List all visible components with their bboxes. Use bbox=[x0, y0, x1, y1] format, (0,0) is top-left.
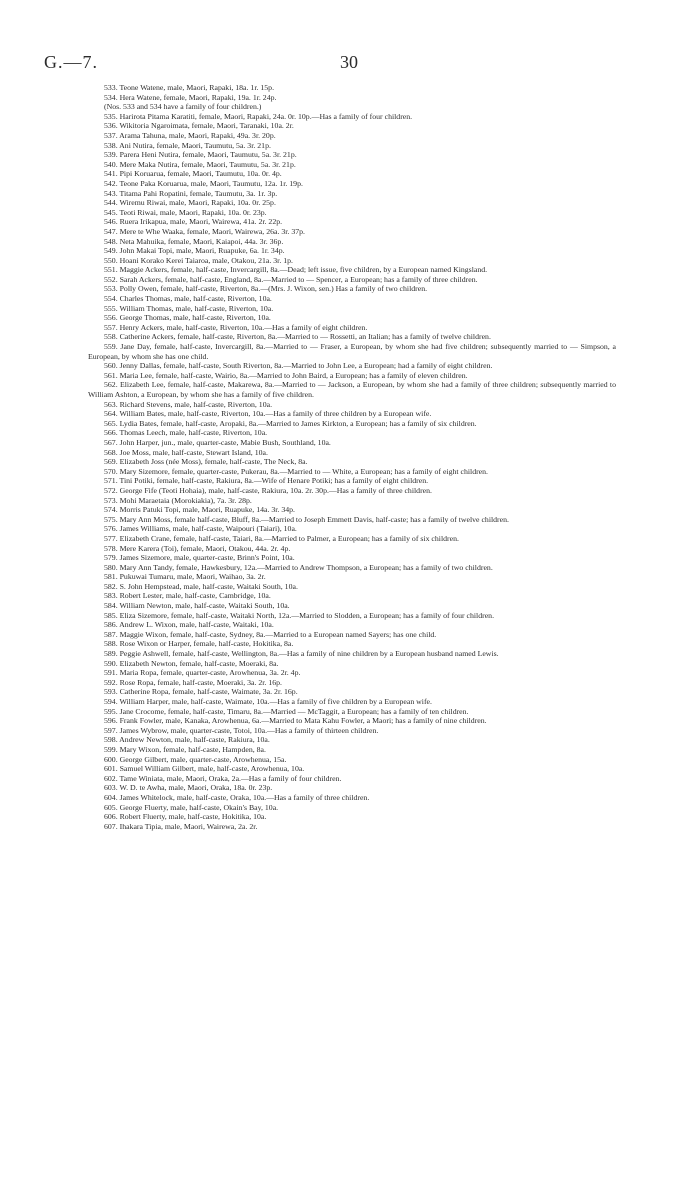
list-item: 596. Frank Fowler, male, Kanaka, Arowhenua, 6a.—Married to Mata Kahu Fowler, a Maori; has a family of nine children. bbox=[104, 716, 487, 726]
list-item: 569. Elizabeth Joss (née Moss), female, half-caste, The Neck, 8a. bbox=[104, 457, 308, 467]
entry-list bbox=[88, 83, 616, 831]
list-item: 589. Peggie Ashwell, female, half-caste, Wellington, 8a.—Has a family of nine children by a European husband named Lewis. bbox=[104, 649, 499, 659]
list-item: 556. George Thomas, male, half-caste, Riverton, 10a. bbox=[104, 313, 271, 323]
list-item: 583. Robert Lester, male, half-caste, Cambridge, 10a. bbox=[104, 591, 271, 601]
list-item: 573. Mohi Maraetaia (Morokiakia), 7a. 3r. 28p. bbox=[104, 495, 252, 505]
list-item: 545. Teoti Riwai, male, Maori, Rapaki, 10a. 0r. 23p. bbox=[104, 207, 267, 217]
list-item: 560. Jenny Dallas, female, half-caste, South Riverton, 8a.—Married to John Lee, a European; had a family of eight children. bbox=[104, 361, 493, 371]
list-item: 578. Mere Karera (Toi), female, Maori, Otakou, 44a. 2r. 4p. bbox=[104, 543, 291, 553]
document-reference: G.—7. bbox=[44, 52, 98, 72]
list-item: 577. Elizabeth Crane, female, half-caste, Taiari, 8a.—Married to Palmer, a European; has a family of six children. bbox=[104, 533, 459, 543]
list-item: 588. Rose Wixon or Harper, female, half-caste, Hokitika, 8a. bbox=[104, 639, 294, 649]
list-item: 538. Ani Nutira, female, Maori, Taumutu, 5a. 3r. 21p. bbox=[104, 140, 271, 150]
list-item: 543. Titama Pahi Ropatini, female, Taumutu, 3a. 1r. 3p. bbox=[104, 188, 278, 198]
list-item: 607. Ihakara Tipia, male, Maori, Wairewa, 2a. 2r. bbox=[104, 821, 258, 831]
list-item: 572. George Fife (Teoti Hohaia), male, half-caste, Rakiura, 10a. 2r. 30p.—Has a family of three children. bbox=[104, 485, 432, 495]
list-item: 598. Andrew Newton, male, half-caste, Rakiura, 10a. bbox=[104, 735, 270, 745]
list-item: 606. Robert Fluerty, male, half-caste, Hokitika, 10a. bbox=[104, 812, 267, 822]
list-item: 586. Andrew L. Wixon, male, half-caste, Waitaki, 10a. bbox=[104, 620, 274, 630]
list-item: 594. William Harper, male, half-caste, Waimate, 10a.—Has a family of five children by a European wife. bbox=[104, 697, 432, 706]
list-item: 571. Tini Potiki, female, half-caste, Rakiura, 8a.—Wife of Henare Potiki; has a family of eight children. bbox=[104, 476, 429, 486]
list-item: 576. James Williams, male, half-caste, Waipouri (Taiari), 10a. bbox=[104, 524, 297, 534]
list-item: 587. Maggie Wixon, female, half-caste, Sydney, 8a.—Married to a European named Sayers; has one child. bbox=[104, 629, 437, 639]
list-item: 549. John Makai Topi, male, Maori, Ruapuke, 6a. 1r. 34p. bbox=[104, 246, 285, 256]
list-item: 579. James Sizemore, male, quarter-caste, Brinn's Point, 10a. bbox=[104, 553, 295, 563]
list-item: 581. Pukuwai Tumaru, male, Maori, Waihao, 3a. 2r. bbox=[104, 572, 266, 582]
list-item: 580. Mary Ann Tandy, female, Hawkesbury, 12a.—Married to Andrew Thompson, a European; has a family of two children. bbox=[104, 562, 493, 572]
list-item: 597. James Wybrow, male, quarter-caste, Totoi, 10a.—Has a family of thirteen children. bbox=[104, 725, 379, 735]
list-item: 557. Henry Ackers, male, half-caste, Riverton, 10a.—Has a family of eight children. bbox=[104, 322, 368, 332]
list-item: 546. Ruera Irikapua, male, Maori, Wairewa, 41a. 2r. 22p. bbox=[104, 217, 283, 227]
list-item: 582. S. John Hempstead, male, half-caste, Waitaki South, 10a. bbox=[104, 581, 298, 591]
list-item: 574. Morris Patuki Topi, male, Maori, Ruapuke, 14a. 3r. 34p. bbox=[104, 505, 295, 515]
list-item: 550. Hoani Korako Kerei Taiaroa, male, Otakou, 21a. 3r. 1p. bbox=[104, 255, 293, 265]
list-item: 535. Harirota Pitama Karatiti, female, Maori, Rapaki, 24a. 0r. 10p.—Has a family of four children. bbox=[104, 111, 413, 121]
list-item: 561. Maria Lee, female, half-caste, Wairio, 8a.—Married to John Baird, a European; has a family of eleven children. bbox=[104, 370, 468, 380]
list-item: 542. Teone Paka Koruarua, male, Maori, Taumutu, 12a. 1r. 19p. bbox=[104, 178, 303, 188]
list-item: 553. Polly Owen, female, half-caste, Riverton, 8a.—(Mrs. J. Wixon, sen.) Has a family of two children. bbox=[104, 284, 428, 294]
list-item: 602. Tame Winiata, male, Maori, Oraka, 2a.—Has a family of four children. bbox=[104, 773, 342, 783]
page-number: 30 bbox=[340, 52, 358, 72]
list-item: 548. Neta Mahuika, female, Maori, Kaiapoi, 44a. 3r. 36p. bbox=[104, 236, 284, 246]
list-item: 591. Maria Ropa, female, quarter-caste, Arowhenua, 3a. 2r. 4p. bbox=[104, 668, 301, 678]
list-item: 551. Maggie Ackers, female, half-caste, Invercargill, 8a.—Dead; left issue, five children, by a European named Kingsland. bbox=[104, 265, 488, 275]
list-item: 552. Sarah Ackers, female, half-caste, England, 8a.—Married to — Spencer, a European; has a family of three children. bbox=[104, 274, 478, 284]
list-item: 570. Mary Sizemore, female, quarter-caste, Pukerau, 8a.—Married to — White, a European; has a family of eight children. bbox=[104, 466, 488, 476]
list-item: 547. Mere te Whe Waaka, female, Maori, Wairewa, 26a. 3r. 37p. bbox=[104, 226, 305, 236]
list-item: (Nos. 533 and 534 have a family of four children.) bbox=[104, 102, 262, 112]
list-item: 539. Parera Heni Nutira, female, Maori, Taumutu, 5a. 3r. 21p. bbox=[104, 150, 297, 160]
list-item: 537. Arama Tahuna, male, Maori, Rapaki, 49a. 3r. 20p. bbox=[104, 130, 276, 140]
list-item: 568. Joe Moss, male, half-caste, Stewart Island, 10a. bbox=[104, 447, 268, 457]
list-item: 601. Samuel William Gilbert, male, half-caste, Arowhenua, 10a. bbox=[104, 764, 305, 774]
list-item: 603. W. D. te Awha, male, Maori, Oraka, 18a. 0r. 23p. bbox=[104, 783, 273, 793]
list-item: 541. Pipi Koruarua, female, Maori, Taumutu, 10a. 0r. 4p. bbox=[104, 169, 282, 179]
page-header bbox=[44, 52, 656, 82]
list-item: 567. John Harper, jun., male, quarter-caste, Mabie Bush, Southland, 10a. bbox=[104, 437, 331, 447]
list-item: 605. George Fluerty, male, half-caste, Okain's Bay, 10a. bbox=[104, 802, 279, 812]
list-item: 563. Richard Stevens, male, half-caste, Riverton, 10a. bbox=[104, 399, 273, 409]
list-item: 562. Elizabeth Lee, female, half-caste, Makarewa, 8a.—Married to — Jackson, a European, by whom she had a family of three children; subsequently married to William Ashton, a European, by whom she has a family of five children. bbox=[88, 380, 616, 399]
list-item: 559. Jane Day, female, half-caste, Invercargill, 8a.—Married to — Fraser, a European, by whom she had five children; subsequently married to — Simpson, a European, by whom she has one child. bbox=[88, 342, 616, 361]
list-item: 533. Teone Watene, male, Maori, Rapaki, 18a. 1r. 15p. bbox=[104, 83, 275, 92]
list-item: 599. Mary Wixon, female, half-caste, Hampden, 8a. bbox=[104, 744, 266, 754]
list-item: 564. William Bates, male, half-caste, Riverton, 10a.—Has a family of three children by a European wife. bbox=[104, 409, 432, 419]
list-item: 565. Lydia Bates, female, half-caste, Aropaki, 8a.—Married to James Kirkton, a European; has a family of six children. bbox=[104, 418, 477, 428]
list-item: 590. Elizabeth Newton, female, half-caste, Moeraki, 8a. bbox=[104, 658, 279, 668]
list-item: 558. Catherine Ackers, female, half-caste, Riverton, 8a.—Married to — Rossetti, an Italian; has a family of twelve children. bbox=[104, 332, 491, 342]
list-item: 593. Catherine Ropa, female, half-caste, Waimate, 3a. 2r. 16p. bbox=[104, 687, 298, 697]
list-item: 592. Rose Ropa, female, half-caste, Moeraki, 3a. 2r. 16p. bbox=[104, 677, 282, 687]
list-item: 554. Charles Thomas, male, half-caste, Riverton, 10a. bbox=[104, 294, 272, 304]
list-item: 555. William Thomas, male, half-caste, Riverton, 10a. bbox=[104, 303, 274, 313]
list-item: 575. Mary Ann Moss, female half-caste, Bluff, 8a.—Married to Joseph Emmett Davis, half-caste; has a family of twelve children. bbox=[104, 514, 509, 524]
list-item: 534. Hera Watene, female, Maori, Rapaki, 19a. 1r. 24p. bbox=[104, 92, 277, 102]
list-item: 540. Mere Maka Nutira, female, Maori, Taumutu, 5a. 3r. 21p. bbox=[104, 159, 296, 169]
list-item: 584. William Newton, male, half-caste, Waitaki South, 10a. bbox=[104, 601, 290, 611]
list-item: 536. Wikitoria Ngaroimata, female, Maori, Taranaki, 10a. 2r. bbox=[104, 121, 294, 131]
list-item: 585. Eliza Sizemore, female, half-caste, Waitaki North, 12a.—Married to Slodden, a European; has a family of four children. bbox=[104, 610, 495, 620]
list-item: 595. Jane Crocome, female, half-caste, Timaru, 8a.—Married — McTaggit, a European; has a family of ten children. bbox=[104, 706, 469, 716]
list-item: 544. Wiremu Riwai, male, Maori, Rapaki, 10a. 0r. 25p. bbox=[104, 198, 276, 208]
list-item: 604. James Whitelock, male, half-caste, Oraka, 10a.—Has a family of three children. bbox=[104, 792, 370, 802]
list-item: 566. Thomas Leech, male, half-caste, Riverton, 10a. bbox=[104, 428, 268, 438]
list-item: 600. George Gilbert, male, quarter-caste, Arowhenua, 15a. bbox=[104, 754, 287, 764]
